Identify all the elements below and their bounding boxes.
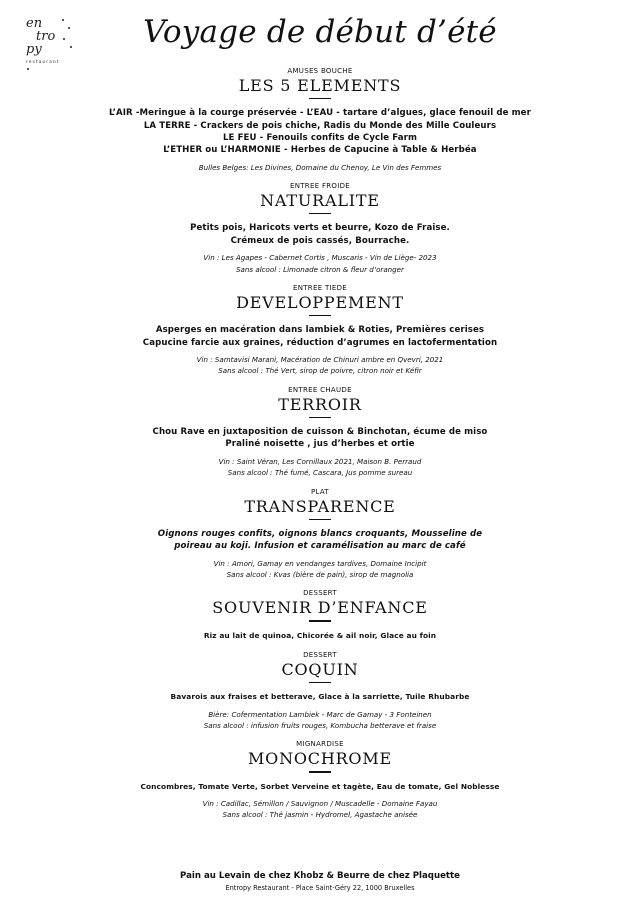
drink-pairing: Vin : Samtavisi Marani, Macération de Chinuri ambre en Qvevri, 2021: [196, 355, 444, 365]
menu-section: [0, 66, 640, 181]
course-name: MONOCHROME: [247, 749, 393, 769]
spacer: [0, 173, 640, 181]
menu-section: [0, 487, 640, 589]
divider: [309, 98, 331, 99]
course-type: DESSERT: [303, 589, 337, 598]
divider: [309, 315, 331, 316]
divider: [309, 417, 331, 418]
course-type: AMUSES BOUCHE: [287, 67, 353, 75]
drink-pairing: Vin : Cadillac, Sémillon / Sauvignon / Muscadelle - Domaine Fayau: [202, 799, 438, 809]
menu-section: [0, 739, 640, 828]
bread-and-butter: Pain au Levain de chez Khobz & Beurre de chez Plaquette: [180, 871, 460, 881]
dish-line: Bavarois aux fraises et betterave, Glace à la sarriette, Tuile Rhubarbe: [170, 692, 470, 702]
course-type: MIGNARDISE: [296, 740, 344, 749]
course-name: DEVELOPPEMENT: [236, 293, 404, 313]
drink-pairing: Vin : Saint Véran, Les Cornillaux 2021, Maison B. Perraud: [218, 456, 422, 466]
spacer: [0, 821, 640, 829]
dish-line: Asperges en macération dans lambiek & Roties, Premières cerises: [155, 325, 485, 336]
divider: [309, 620, 331, 621]
dish-line: Capucine farcie aux graines, réduction d’agrumes en lactofermentation: [142, 337, 498, 348]
dish-line: poireau au koji. Infusion et caramélisation au marc de café: [174, 541, 466, 552]
menu-footer: [0, 870, 640, 893]
course-name: TRANSPARENCE: [244, 496, 396, 516]
drink-pairing: Sans alcool : infusion fruits rouges, Kombucha betterave et fraise: [203, 721, 437, 731]
menu-section: [0, 283, 640, 385]
dish-line: Concombres, Tomate Verte, Sorbet Verveine et tagète, Eau de tomate, Gel Noblesse: [140, 781, 500, 791]
divider: [309, 213, 331, 214]
course-name: TERROIR: [278, 394, 362, 414]
divider: [309, 771, 331, 772]
course-type: PLAT: [310, 487, 329, 496]
course-type: ENTREE TIEDE: [292, 284, 348, 293]
logo-line-2: tro: [36, 29, 56, 44]
menu-section: [0, 385, 640, 487]
drink-pairing: Bière: Cofermentation Lambiek - Marc de Gamay - 3 Fonteinen: [208, 709, 432, 719]
menu-section: [0, 181, 640, 283]
spacer: [0, 377, 640, 385]
drink-pairing: Sans alcool : Thé jasmin - Hydromel, Agastache anisée: [222, 810, 418, 820]
spacer: [0, 580, 640, 588]
course-type: DESSERT: [303, 651, 337, 660]
course-name: COQUIN: [281, 660, 359, 680]
dish-line: Riz au lait de quinoa, Chicorée & ail noir, Glace au foin: [203, 630, 437, 640]
logo-line-3: py: [26, 42, 42, 57]
dish-line: Chou Rave en juxtaposition de cuisson & Binchotan, écume de miso: [152, 427, 488, 438]
dish-line: LE FEU - Fenouils confits de Cycle Farm: [222, 133, 418, 143]
drink-pairing: Sans alcool : Limonade citron & fleur d’oranger: [236, 264, 404, 274]
logo-subtitle: restaurant: [26, 60, 60, 65]
menu-title: Voyage de début d’été: [143, 14, 497, 50]
course-name: SOUVENIR D’ENFANCE: [212, 598, 428, 618]
logo-line-1: en: [26, 16, 43, 31]
restaurant-address: Entropy Restaurant - Place Saint-Géry 22, 1000 Bruxelles: [225, 884, 415, 892]
drink-pairing: Bulles Belges: Les Divines, Domaine du Chenoy, Le Vin des Femmes: [198, 162, 442, 172]
divider: [309, 682, 331, 683]
course-type: ENTREE CHAUDE: [288, 385, 352, 394]
dish-line: Crémeux de pois cassés, Bourrache.: [230, 235, 410, 246]
menu-section: [0, 650, 640, 739]
drink-pairing: Sans alcool : Thé fumé, Cascara, Jus pomme sureau: [227, 468, 413, 478]
menu-body: [0, 66, 640, 829]
dish-line: Oignons rouges confits, oignons blancs croquants, Mousseline de: [157, 528, 483, 539]
drink-pairing: Sans alcool : Kvas (bière de pain), sirop de magnolia: [226, 570, 414, 580]
spacer: [0, 642, 640, 650]
drink-pairing: Vin : Les Agapes - Cabernet Cortis , Muscaris - Vin de Liège- 2023: [203, 253, 437, 263]
spacer: [0, 275, 640, 283]
dish-line: L’AIR -Meringue à la courge préservée - L’EAU - tartare d’algues, glace fenouil de mer: [109, 108, 531, 119]
dish-line: Praliné noisette , jus d’herbes et ortie: [225, 439, 415, 450]
course-name: NATURALITE: [260, 191, 380, 211]
drink-pairing: Sans alcool : Thé Vert, sirop de poivre, citron noir et Kéfir: [218, 366, 422, 376]
dish-line: Petits pois, Haricots verts et beurre, Kozo de Fraise.: [190, 223, 450, 234]
course-type: ENTREE FROIDE: [289, 182, 351, 191]
dish-line: L’ETHER ou L’HARMONIE - Herbes de Capucine à Table & Herbéa: [163, 145, 477, 156]
spacer: [0, 479, 640, 487]
dish-line: LA TERRE - Crackers de pois chiche, Radis du Monde des Mille Couleurs: [143, 120, 497, 131]
course-name: LES 5 ELEMENTS: [238, 76, 402, 95]
menu-section: [0, 588, 640, 650]
drink-pairing: Vin : Amori, Gamay en vendanges tardives, Domaine Incipit: [213, 558, 427, 568]
divider: [309, 519, 331, 520]
spacer: [0, 731, 640, 739]
